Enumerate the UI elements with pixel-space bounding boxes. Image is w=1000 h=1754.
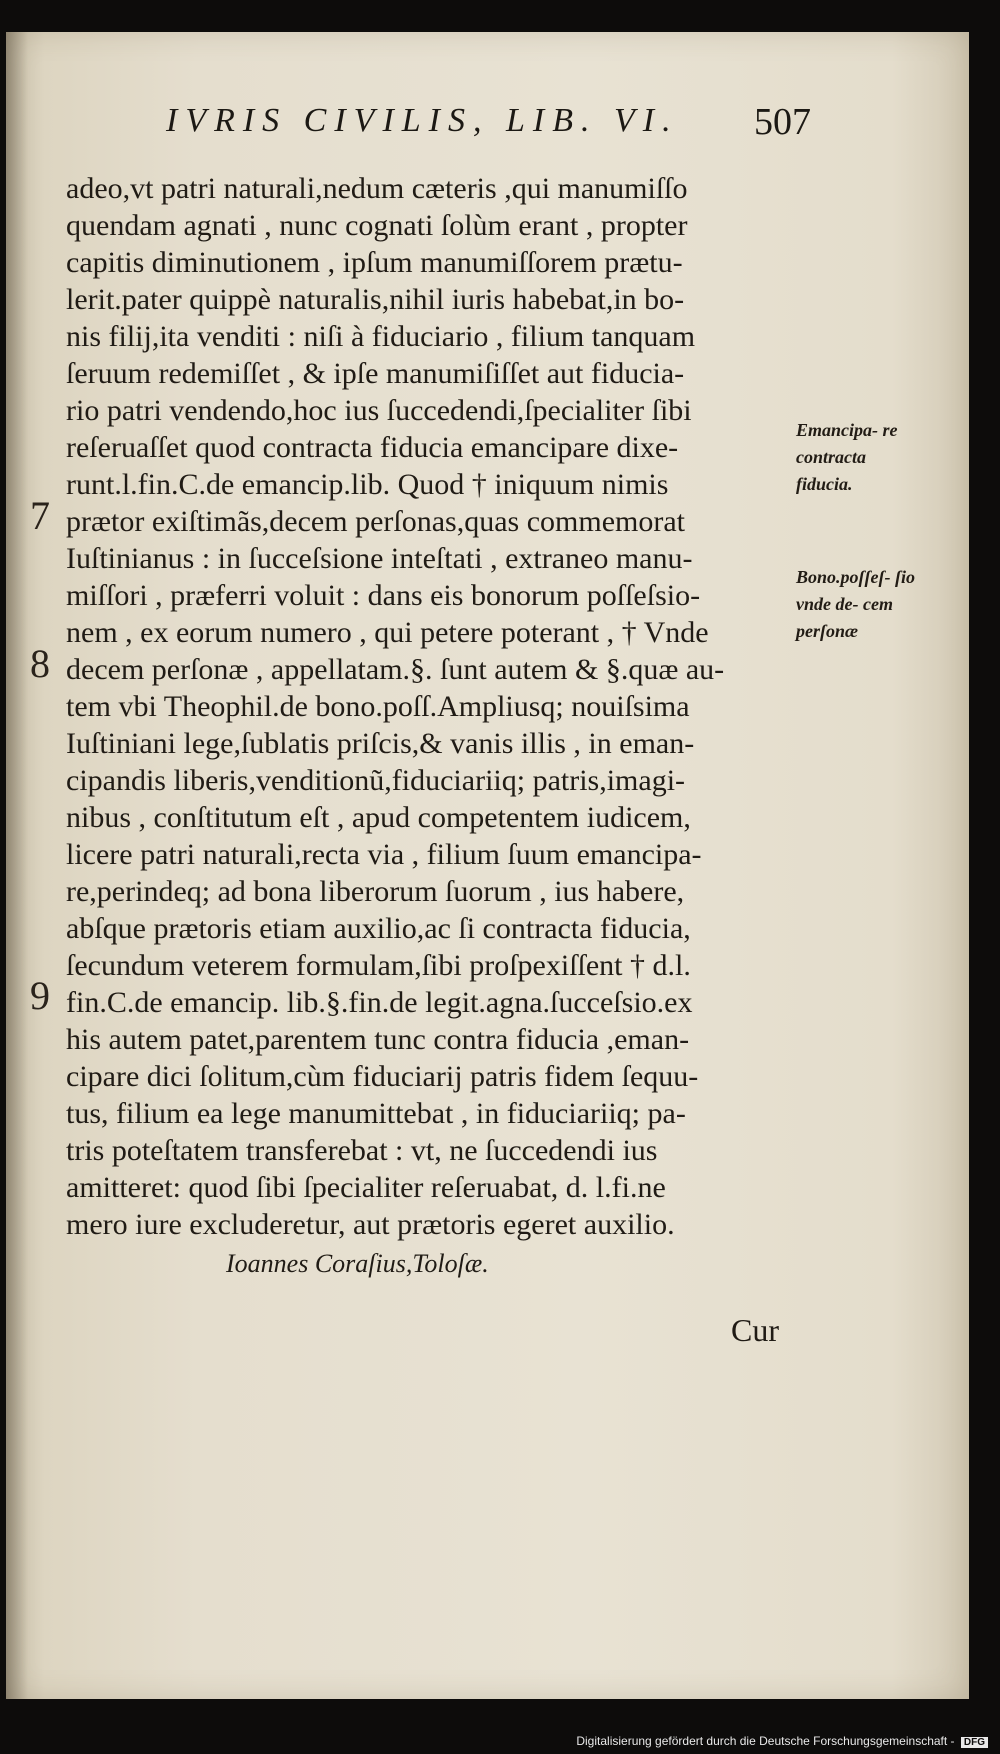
text-line: tus, filium ea lege manumittebat , in fiduciariiq; pa- [66,1097,686,1130]
text-line: lerit.pater quippè naturalis,nihil iuris habebat,in bo- [66,283,685,316]
signature: Ioannes Coraſius,Toloſæ. [226,1249,489,1278]
text-line: capitis diminutionem , ipſum manumiſſorem prætu- [66,246,683,279]
text-line: decem perſonæ , appellatam.§. ſunt autem & §.quæ au- [66,653,725,686]
text-line: nem , ex eorum numero , qui petere poterant , † Vnde [66,616,709,649]
text-line: adeo,vt patri naturali,nedum cæteris ,qui manumiſſo [66,172,688,205]
text-line: ſeruum redemiſſet , & ipſe manumiſiſſet aut fiducia- [66,357,685,390]
section-number: 7 [30,493,50,538]
catchword: Cur [731,1312,779,1348]
gutter-shadow [6,32,28,1699]
text-line: quendam agnati , nunc cognati ſolùm erant , propter [66,209,688,242]
credit-text: Digitalisierung gefördert durch die Deutsche Forschungsgemeinschaft - [576,1734,955,1748]
margin-note: Bono.poſſeſ- ſio vnde de- cem perſonæ [796,567,915,641]
text-line: his autem patet,parentem tunc contra fiducia ,eman- [66,1023,690,1056]
page-number: 507 [754,101,811,143]
text-line: amitteret: quod ſibi ſpecialiter reſeruabat, d. l.fi.ne [66,1171,666,1204]
text-line: re,perindeq; ad bona liberorum ſuorum , ius habere, [66,875,685,908]
text-line: ſecundum veterem formulam,ſibi proſpexiſſent † d.l. [66,949,691,982]
text-line: Iuſtiniani lege,ſublatis priſcis,& vanis illis , in eman- [66,727,695,760]
text-line: rio patri vendendo,hoc ius ſuccedendi,ſpecialiter ſibi [66,394,692,427]
text-line: miſſori , præferri voluit : dans eis bonorum poſſeſsio- [66,579,701,612]
text-line: mero iure excluderetur, aut prætoris egeret auxilio. [66,1208,675,1241]
text-line: licere patri naturali,recta via , filium ſuum emancipa- [66,838,702,871]
text-line: runt.l.fin.C.de emancip.lib. Quod † iniquum nimis [66,468,669,501]
book-page [6,32,969,1699]
running-title: IVRIS CIVILIS, LIB. VI. [166,102,679,139]
digitization-credit [576,1734,988,1748]
text-line: prætor exiſtimãs,decem perſonas,quas commemorat [66,505,685,538]
dfg-logo: DFG [961,1737,988,1748]
section-number: 8 [30,641,50,686]
text-line: tris poteſtatem transferebat : vt, ne ſuccedendi ius [66,1134,658,1167]
text-line: abſque prætoris etiam auxilio,ac ſi contracta fiducia, [66,912,691,945]
text-line: cipare dici ſolitum,cùm fiduciarij patris fidem ſequu- [66,1060,699,1093]
text-line: nibus , conſtitutum eſt , apud competentem iudicem, [66,801,691,834]
section-number: 9 [30,973,50,1018]
text-line: reſeruaſſet quod contracta fiducia emancipare dixe- [66,431,679,464]
margin-note: Emancipa- re contracta fiducia. [796,420,898,494]
text-line: Iuſtinianus : in ſucceſsione inteſtati , extraneo manu- [66,542,693,575]
text-line: cipandis liberis,venditionũ,fiduciariiq; patris,imagi- [66,764,686,797]
text-line: fin.C.de emancip. lib.§.fin.de legit.agna.ſucceſsio.ex [66,986,693,1019]
text-line: nis filij,ita venditi : niſi à fiduciario , filium tanquam [66,320,696,353]
text-line: tem vbi Theophil.de bono.poſſ.Ampliusq; nouiſsima [66,690,690,723]
page-header [6,92,969,152]
